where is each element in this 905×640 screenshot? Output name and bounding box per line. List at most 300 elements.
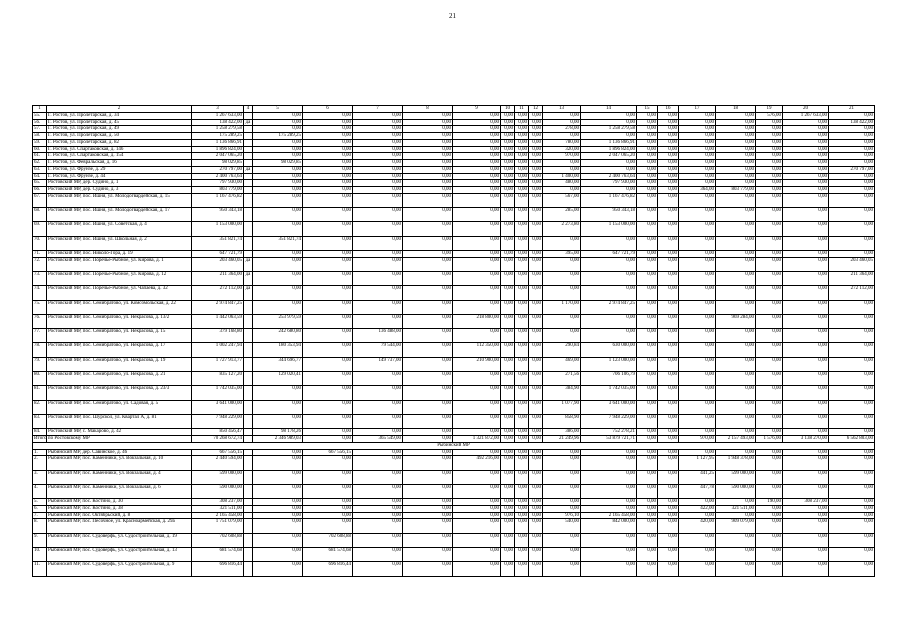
value-cell: 0,00 bbox=[303, 429, 353, 436]
value-cell: 0,00 bbox=[716, 193, 756, 207]
value-cell: 0,00 bbox=[658, 499, 679, 506]
value-cell: 0,00 bbox=[453, 512, 501, 519]
value-cell: 0,00 bbox=[353, 193, 403, 207]
value-cell: 0,00 bbox=[403, 173, 453, 180]
value-cell bbox=[244, 139, 253, 146]
value-cell: 0,00 bbox=[716, 133, 756, 140]
table-row bbox=[33, 193, 875, 207]
value-cell: 3 138 270,00 bbox=[783, 436, 829, 443]
value-cell: 0,00 bbox=[543, 160, 581, 167]
value-cell: 0,00 bbox=[501, 153, 515, 160]
value-cell: 0,00 bbox=[679, 300, 716, 314]
value-cell: 0,00 bbox=[756, 456, 783, 470]
table-row bbox=[33, 257, 875, 271]
value-cell: 0,00 bbox=[353, 180, 403, 187]
value-cell: 1 077,90 bbox=[543, 400, 581, 414]
value-cell: 0,00 bbox=[403, 533, 453, 547]
value-cell: 0,00 bbox=[783, 300, 829, 314]
value-cell: 0,00 bbox=[515, 562, 529, 576]
value-cell: 0,00 bbox=[637, 436, 658, 443]
value-cell: да bbox=[244, 257, 253, 271]
header-row bbox=[33, 106, 875, 113]
value-cell: 0,00 bbox=[453, 286, 501, 300]
value-cell: 0,00 bbox=[403, 126, 453, 133]
value-cell: 0,00 bbox=[303, 519, 353, 533]
value-cell: 0,00 bbox=[679, 126, 716, 133]
value-cell: 0,00 bbox=[515, 414, 529, 428]
value-cell: 0,00 bbox=[453, 187, 501, 194]
table-row bbox=[33, 533, 875, 547]
table-row bbox=[33, 160, 875, 167]
value-cell: 0,00 bbox=[403, 329, 453, 343]
value-cell: 0,00 bbox=[303, 180, 353, 187]
value-cell bbox=[244, 180, 253, 187]
value-cell: 0,00 bbox=[253, 193, 303, 207]
value-cell: 0,00 bbox=[501, 119, 515, 126]
value-cell: 180 353,94 bbox=[253, 343, 303, 357]
row-number-cell: 65. bbox=[33, 180, 47, 187]
column-header: 18 bbox=[716, 106, 756, 113]
value-cell: 0,00 bbox=[783, 250, 829, 257]
value-cell: 803 779,00 bbox=[716, 187, 756, 194]
value-cell: 2 440 594,00 bbox=[192, 456, 244, 470]
value-cell: 0,00 bbox=[453, 250, 501, 257]
value-cell: 0,00 bbox=[756, 133, 783, 140]
value-cell: 0,00 bbox=[303, 386, 353, 400]
table-row bbox=[33, 271, 875, 285]
value-cell: 0,00 bbox=[756, 372, 783, 386]
value-cell: 0,00 bbox=[581, 160, 637, 167]
value-cell: 0,00 bbox=[253, 112, 303, 119]
value-cell: 0,00 bbox=[501, 173, 515, 180]
row-number-cell: 7. bbox=[33, 512, 47, 519]
column-header: 6 bbox=[303, 106, 353, 113]
table-row bbox=[33, 208, 875, 222]
value-cell bbox=[244, 533, 253, 547]
value-cell: 0,00 bbox=[501, 449, 515, 456]
value-cell: 0,00 bbox=[303, 222, 353, 236]
value-cell bbox=[244, 314, 253, 328]
value-cell: 0,00 bbox=[403, 357, 453, 371]
value-cell bbox=[244, 562, 253, 576]
value-cell: 0,00 bbox=[716, 286, 756, 300]
value-cell: 2 157 493,00 bbox=[716, 436, 756, 443]
address-cell: Рыбинский МР, пос. Каменники, ул. Вокзальная, д. 10 bbox=[47, 456, 192, 470]
table-row bbox=[33, 153, 875, 160]
value-cell: 0,00 bbox=[353, 146, 403, 153]
value-cell: 842 000,00 bbox=[581, 519, 637, 533]
value-cell: 0,00 bbox=[716, 236, 756, 250]
value-cell: 0,00 bbox=[783, 329, 829, 343]
value-cell: 0,00 bbox=[679, 562, 716, 576]
row-number-cell: 80. bbox=[33, 372, 47, 386]
value-cell: 0,00 bbox=[716, 146, 756, 153]
value-cell: 0,00 bbox=[829, 180, 875, 187]
value-cell: 0,00 bbox=[658, 329, 679, 343]
table-row bbox=[33, 329, 875, 343]
address-cell: Ростовский МР, дер. Судино, д. 3 bbox=[47, 187, 192, 194]
value-cell: 1 400,00 bbox=[543, 173, 581, 180]
value-cell: 540,00 bbox=[543, 519, 581, 533]
address-cell: Рыбинский МР, пос. Судоверфь, ул. Судостроительная, д. 13 bbox=[47, 547, 192, 561]
address-cell: Ростовский МР, пос. Семибратово, ул. Садовая, д. 5 bbox=[47, 400, 192, 414]
value-cell: 0,00 bbox=[501, 562, 515, 576]
value-cell: 0,00 bbox=[543, 499, 581, 506]
value-cell: 218 800,00 bbox=[453, 314, 501, 328]
value-cell: 0,00 bbox=[529, 329, 543, 343]
row-number-cell: 62. bbox=[33, 160, 47, 167]
table-row bbox=[33, 343, 875, 357]
value-cell: 0,00 bbox=[353, 139, 403, 146]
value-cell: 422,00 bbox=[679, 505, 716, 512]
value-cell: 0,00 bbox=[453, 400, 501, 414]
value-cell: 0,00 bbox=[253, 146, 303, 153]
value-cell: 0,00 bbox=[783, 429, 829, 436]
value-cell: 0,00 bbox=[303, 512, 353, 519]
value-cell: 0,00 bbox=[403, 286, 453, 300]
value-cell: 0,00 bbox=[453, 166, 501, 173]
value-cell: 0,00 bbox=[783, 139, 829, 146]
value-cell: 0,00 bbox=[253, 456, 303, 470]
value-cell: 2 346 989,03 bbox=[253, 436, 303, 443]
value-cell: 0,00 bbox=[658, 286, 679, 300]
value-cell: 0,00 bbox=[529, 414, 543, 428]
value-cell: 0,00 bbox=[453, 222, 501, 236]
value-cell bbox=[244, 126, 253, 133]
value-cell bbox=[244, 499, 253, 506]
value-cell: 0,00 bbox=[529, 208, 543, 222]
value-cell: 0,00 bbox=[637, 314, 658, 328]
value-cell: 0,00 bbox=[303, 173, 353, 180]
table-row bbox=[33, 470, 875, 484]
value-cell: 0,00 bbox=[353, 271, 403, 285]
value-cell: 0,00 bbox=[253, 187, 303, 194]
value-cell: 0,00 bbox=[783, 208, 829, 222]
value-cell: 2 273,80 bbox=[543, 222, 581, 236]
value-cell: 0,00 bbox=[829, 208, 875, 222]
row-number-cell: 57. bbox=[33, 126, 47, 133]
value-cell: 0,00 bbox=[501, 456, 515, 470]
value-cell: 0,00 bbox=[543, 456, 581, 470]
value-cell: 590 000,00 bbox=[192, 484, 244, 498]
value-cell: 0,00 bbox=[716, 414, 756, 428]
row-number-cell: 76. bbox=[33, 314, 47, 328]
column-header: 14 bbox=[581, 106, 637, 113]
value-cell: 0,00 bbox=[403, 547, 453, 561]
value-cell: 0,00 bbox=[829, 343, 875, 357]
value-cell: 0,00 bbox=[303, 343, 353, 357]
value-cell: 0,00 bbox=[529, 484, 543, 498]
value-cell: 0,00 bbox=[829, 153, 875, 160]
row-number-cell: 71. bbox=[33, 250, 47, 257]
value-cell: 0,00 bbox=[303, 400, 353, 414]
table-row bbox=[33, 562, 875, 576]
value-cell: 0,00 bbox=[543, 547, 581, 561]
value-cell: 447,78 bbox=[679, 484, 716, 498]
value-cell: 0,00 bbox=[783, 146, 829, 153]
address-cell: Г. Ростов, ул. Фрунзе, д. 29 bbox=[47, 166, 192, 173]
value-cell: 469,00 bbox=[543, 357, 581, 371]
value-cell: 0,00 bbox=[453, 519, 501, 533]
table-row bbox=[33, 499, 875, 506]
value-cell: 0,00 bbox=[756, 166, 783, 173]
value-cell: 0,00 bbox=[783, 470, 829, 484]
value-cell: 0,00 bbox=[637, 547, 658, 561]
row-number-cell: 70. bbox=[33, 236, 47, 250]
value-cell: 0,00 bbox=[529, 173, 543, 180]
column-header: 16 bbox=[658, 106, 679, 113]
value-cell: 253 979,59 bbox=[253, 314, 303, 328]
value-cell: 0,00 bbox=[543, 533, 581, 547]
value-cell: 0,00 bbox=[303, 436, 353, 443]
value-cell: 0,00 bbox=[716, 153, 756, 160]
value-cell: 0,00 bbox=[353, 160, 403, 167]
value-cell: 0,00 bbox=[515, 470, 529, 484]
value-cell: 0,00 bbox=[529, 436, 543, 443]
value-cell: 0,00 bbox=[403, 153, 453, 160]
value-cell: 0,00 bbox=[679, 146, 716, 153]
value-cell: 0,00 bbox=[501, 372, 515, 386]
value-cell: 0,00 bbox=[403, 505, 453, 512]
value-cell: 0,00 bbox=[303, 236, 353, 250]
value-cell bbox=[244, 160, 253, 167]
column-header: 11 bbox=[515, 106, 529, 113]
value-cell: 0,00 bbox=[501, 236, 515, 250]
value-cell: 950 343,18 bbox=[581, 208, 637, 222]
value-cell: 0,00 bbox=[756, 193, 783, 207]
value-cell: 0,00 bbox=[353, 386, 403, 400]
value-cell: 0,00 bbox=[253, 286, 303, 300]
value-cell: 0,00 bbox=[515, 314, 529, 328]
value-cell: 0,00 bbox=[543, 236, 581, 250]
value-cell: 0,00 bbox=[637, 286, 658, 300]
value-cell bbox=[244, 343, 253, 357]
value-cell: 0,00 bbox=[783, 119, 829, 126]
value-cell: 0,00 bbox=[529, 357, 543, 371]
value-cell: 0,00 bbox=[756, 512, 783, 519]
value-cell: 351 821,74 bbox=[192, 236, 244, 250]
value-cell: 0,00 bbox=[353, 470, 403, 484]
value-cell: 0,00 bbox=[783, 372, 829, 386]
value-cell: 696 816,44 bbox=[303, 562, 353, 576]
value-cell: 0,00 bbox=[829, 300, 875, 314]
value-cell: 1 258 279,58 bbox=[581, 126, 637, 133]
value-cell: 0,00 bbox=[453, 139, 501, 146]
value-cell: 0,00 bbox=[658, 400, 679, 414]
value-cell: 0,00 bbox=[253, 250, 303, 257]
value-cell: 0,00 bbox=[658, 119, 679, 126]
value-cell: 272 112,00 bbox=[192, 286, 244, 300]
value-cell bbox=[244, 505, 253, 512]
column-header: 10 bbox=[501, 106, 515, 113]
value-cell: 0,00 bbox=[403, 257, 453, 271]
value-cell: 175 289,25 bbox=[192, 133, 244, 140]
value-cell: 0,00 bbox=[253, 126, 303, 133]
value-cell: 0,00 bbox=[253, 533, 303, 547]
row-number-cell: 67. bbox=[33, 193, 47, 207]
value-cell: 0,00 bbox=[716, 126, 756, 133]
value-cell: 0,00 bbox=[716, 386, 756, 400]
value-cell: 0,00 bbox=[501, 343, 515, 357]
value-cell: 0,00 bbox=[756, 449, 783, 456]
value-cell: 0,00 bbox=[783, 187, 829, 194]
value-cell: 138 422,00 bbox=[829, 119, 875, 126]
value-cell: 0,00 bbox=[637, 470, 658, 484]
value-cell: 0,00 bbox=[756, 236, 783, 250]
value-cell: 0,00 bbox=[637, 112, 658, 119]
value-cell: 7 948 229,00 bbox=[581, 414, 637, 428]
address-cell: Ростовский МР, пос. Семибратово, ул. Некрасова, д. 13/2 bbox=[47, 314, 192, 328]
value-cell: 0,00 bbox=[453, 208, 501, 222]
value-cell: 0,00 bbox=[581, 112, 637, 119]
table-row bbox=[33, 449, 875, 456]
value-cell: 1 167 476,82 bbox=[581, 193, 637, 207]
value-cell: 0,00 bbox=[658, 505, 679, 512]
value-cell: 0,00 bbox=[529, 133, 543, 140]
value-cell: 0,00 bbox=[716, 257, 756, 271]
value-cell: 0,00 bbox=[679, 139, 716, 146]
value-cell: 0,00 bbox=[501, 208, 515, 222]
value-cell: 0,00 bbox=[658, 139, 679, 146]
table-row bbox=[33, 314, 875, 328]
value-cell: 0,00 bbox=[353, 456, 403, 470]
table-row bbox=[33, 547, 875, 561]
value-cell: 0,00 bbox=[783, 180, 829, 187]
value-cell: 0,00 bbox=[658, 236, 679, 250]
value-cell: 0,00 bbox=[453, 173, 501, 180]
value-cell: 1 742 035,00 bbox=[581, 386, 637, 400]
value-cell: 0,00 bbox=[501, 271, 515, 285]
value-cell: 0,00 bbox=[658, 250, 679, 257]
address-cell: Ростовский МР, пос. Ишня, ул. Молодогвардейская, д. 15 bbox=[47, 193, 192, 207]
value-cell: 0,00 bbox=[543, 470, 581, 484]
value-cell: 0,00 bbox=[253, 119, 303, 126]
value-cell: 0,00 bbox=[353, 222, 403, 236]
value-cell: да bbox=[244, 166, 253, 173]
value-cell: 0,00 bbox=[303, 300, 353, 314]
row-number-cell: 61. bbox=[33, 153, 47, 160]
value-cell: да bbox=[244, 286, 253, 300]
value-cell: 0,00 bbox=[783, 153, 829, 160]
table-row bbox=[33, 112, 875, 119]
value-cell: 0,00 bbox=[303, 456, 353, 470]
value-cell: 0,00 bbox=[637, 119, 658, 126]
value-cell: 379 168,80 bbox=[192, 329, 244, 343]
value-cell: 797 930,00 bbox=[192, 180, 244, 187]
value-cell: 0,00 bbox=[303, 112, 353, 119]
value-cell: 0,00 bbox=[515, 400, 529, 414]
value-cell: 681 574,68 bbox=[303, 547, 353, 561]
value-cell: 681 574,68 bbox=[192, 547, 244, 561]
value-cell: 0,00 bbox=[756, 386, 783, 400]
value-cell: 98 178,26 bbox=[253, 429, 303, 436]
value-cell: 0,00 bbox=[783, 160, 829, 167]
value-cell: 0,00 bbox=[637, 208, 658, 222]
value-cell: 0,00 bbox=[658, 547, 679, 561]
value-cell: 0,00 bbox=[581, 257, 637, 271]
value-cell: 630 000,00 bbox=[581, 343, 637, 357]
value-cell: 0,00 bbox=[581, 187, 637, 194]
value-cell: 976,10 bbox=[543, 512, 581, 519]
value-cell: 0,00 bbox=[756, 119, 783, 126]
row-number-cell: 78. bbox=[33, 343, 47, 357]
section-header-row bbox=[33, 442, 875, 449]
value-cell: 0,00 bbox=[501, 400, 515, 414]
value-cell: 0,00 bbox=[637, 343, 658, 357]
value-cell: 242 680,80 bbox=[253, 329, 303, 343]
value-cell: 0,00 bbox=[501, 499, 515, 506]
value-cell: 0,00 bbox=[353, 133, 403, 140]
row-number-cell: 58. bbox=[33, 133, 47, 140]
value-cell: 0,00 bbox=[529, 236, 543, 250]
value-cell: 0,00 bbox=[756, 470, 783, 484]
column-header: 20 bbox=[783, 106, 829, 113]
value-cell: 0,00 bbox=[515, 166, 529, 173]
address-cell: Ростовский МР, пос. Семибратово, ул. Некрасова, д. 19 bbox=[47, 357, 192, 371]
value-cell: 0,00 bbox=[403, 187, 453, 194]
value-cell: 0,00 bbox=[529, 193, 543, 207]
value-cell: 0,00 bbox=[515, 208, 529, 222]
value-cell: 0,00 bbox=[658, 187, 679, 194]
row-number-cell: 63. bbox=[33, 166, 47, 173]
value-cell: 0,00 bbox=[658, 314, 679, 328]
value-cell: 1 136 866,91 bbox=[581, 139, 637, 146]
value-cell: 0,00 bbox=[679, 357, 716, 371]
value-cell: 0,00 bbox=[679, 343, 716, 357]
value-cell: 0,00 bbox=[501, 222, 515, 236]
value-cell bbox=[244, 470, 253, 484]
value-cell: 0,00 bbox=[658, 414, 679, 428]
value-cell: 0,00 bbox=[529, 126, 543, 133]
value-cell: 0,00 bbox=[679, 414, 716, 428]
value-cell: 0,00 bbox=[515, 372, 529, 386]
value-cell: 0,00 bbox=[353, 153, 403, 160]
value-cell: 0,00 bbox=[515, 173, 529, 180]
value-cell: 0,00 bbox=[403, 146, 453, 153]
value-cell: 0,00 bbox=[403, 429, 453, 436]
value-cell bbox=[244, 187, 253, 194]
value-cell bbox=[244, 449, 253, 456]
value-cell: 0,00 bbox=[529, 146, 543, 153]
value-cell: 0,00 bbox=[303, 314, 353, 328]
value-cell: 0,00 bbox=[679, 271, 716, 285]
value-cell: 0,00 bbox=[637, 271, 658, 285]
value-cell: 0,00 bbox=[829, 173, 875, 180]
value-cell: 1 170,00 bbox=[543, 300, 581, 314]
value-cell bbox=[244, 414, 253, 428]
value-cell: 0,00 bbox=[453, 505, 501, 512]
value-cell: 0,00 bbox=[403, 314, 453, 328]
value-cell: 0,00 bbox=[303, 505, 353, 512]
value-cell: 0,00 bbox=[783, 257, 829, 271]
value-cell: 0,00 bbox=[303, 329, 353, 343]
value-cell: 0,00 bbox=[515, 180, 529, 187]
value-cell: 0,00 bbox=[353, 286, 403, 300]
row-number-cell: Итого по Ростовскому МР bbox=[34, 436, 90, 441]
value-cell: 0,00 bbox=[829, 139, 875, 146]
value-cell: 0,00 bbox=[829, 193, 875, 207]
value-cell: 395,00 bbox=[543, 250, 581, 257]
value-cell: 0,00 bbox=[253, 386, 303, 400]
value-cell: 0,00 bbox=[403, 236, 453, 250]
value-cell: 0,00 bbox=[501, 139, 515, 146]
value-cell: 0,00 bbox=[658, 222, 679, 236]
value-cell: 0,00 bbox=[453, 119, 501, 126]
value-cell: 0,00 bbox=[716, 562, 756, 576]
address-cell: Рыбинский МР, пос. Октябрьский, д. 8 bbox=[47, 512, 192, 519]
value-cell: 0,00 bbox=[453, 414, 501, 428]
value-cell: 0,00 bbox=[453, 547, 501, 561]
